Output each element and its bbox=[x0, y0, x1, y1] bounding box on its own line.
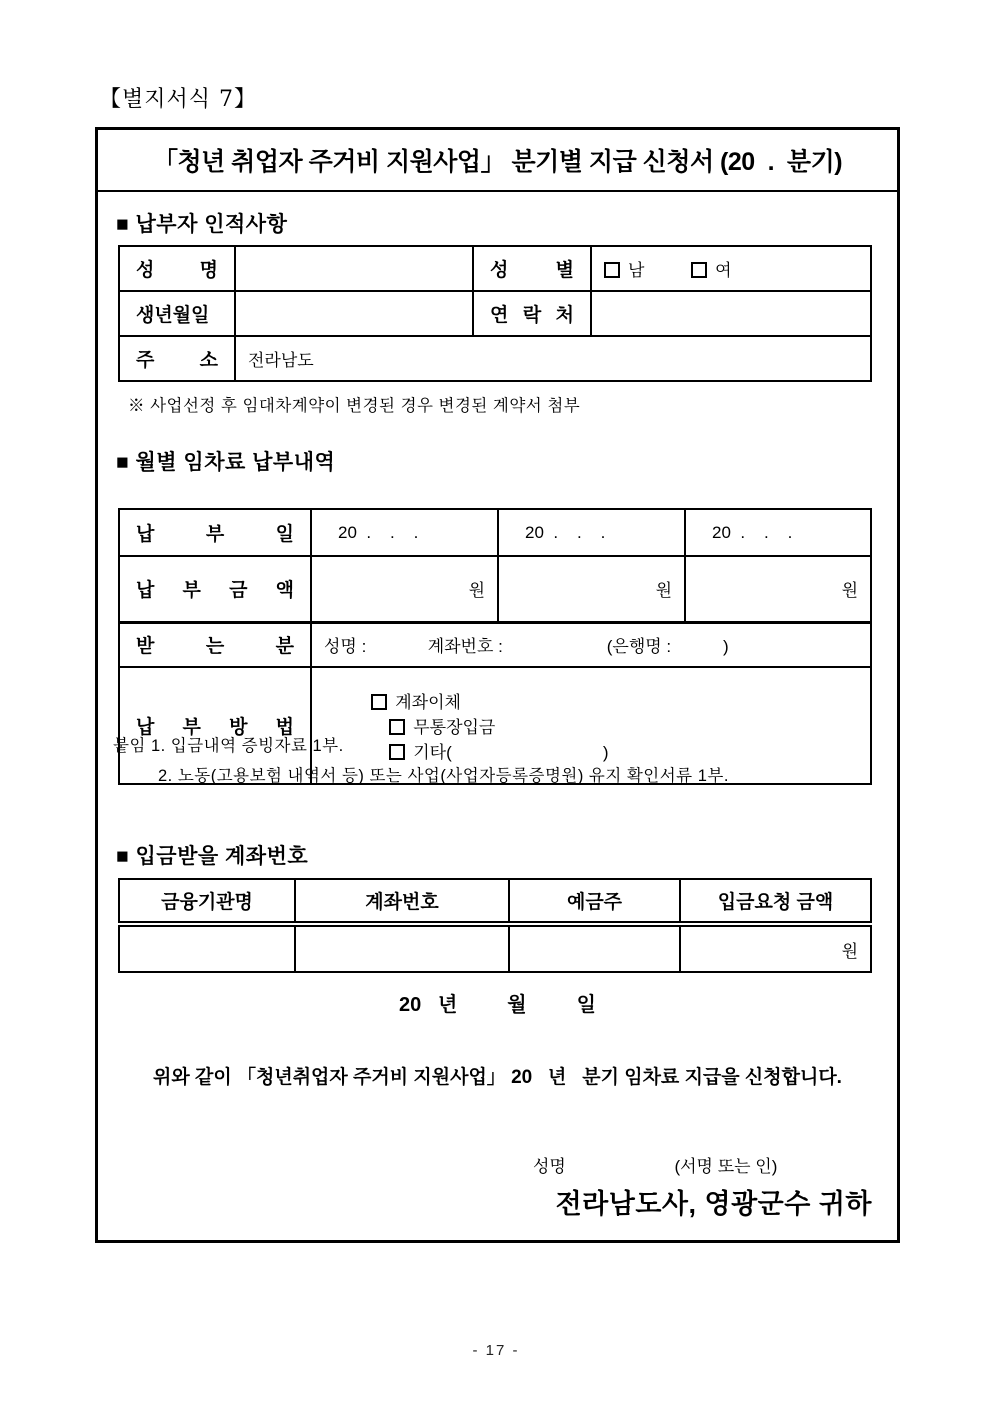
attachment-note-1: 붙임 1. 입금내역 증빙자료 1부. bbox=[113, 737, 344, 755]
birthdate-label-cell: 생년월일 bbox=[119, 291, 235, 336]
checkbox-other-icon bbox=[389, 744, 405, 760]
attachment-note-2: 2. 노동(고용보험 내역서 등) 또는 사업(사업자등록증명원) 유지 확인서류 1부. bbox=[158, 767, 729, 785]
table-row bbox=[119, 556, 871, 622]
table-row bbox=[119, 336, 871, 381]
account-holder-value-cell bbox=[509, 924, 680, 972]
method-bankbook-deposit-label: 무통장입금 bbox=[413, 718, 496, 737]
payment-amount-cell-2: 원 bbox=[498, 556, 685, 622]
section-heading-rent-payments: ■ 월별 임차료 납부내역 bbox=[116, 451, 336, 474]
gender-male-label: 남 bbox=[628, 261, 645, 280]
deposit-account-table bbox=[118, 878, 872, 973]
account-number-header-cell: 계좌번호 bbox=[295, 879, 509, 924]
payment-date-cell-2: 20 . . . bbox=[498, 509, 685, 556]
receiver-value-cell: 성명 : 계좌번호 : (은행명 : ) bbox=[311, 622, 871, 667]
method-other-label: 기타( ) bbox=[413, 743, 609, 762]
contact-value-cell bbox=[591, 291, 871, 336]
payment-date-label-cell: 납 부 일 bbox=[119, 509, 311, 556]
bank-name-header-cell: 금융기관명 bbox=[119, 879, 295, 924]
table-header-row bbox=[119, 879, 871, 924]
bank-name-value-cell bbox=[119, 924, 295, 972]
table-row bbox=[119, 622, 871, 667]
checkbox-female-icon bbox=[691, 262, 707, 278]
date-line: 20 년 월 일 bbox=[399, 994, 596, 1016]
gender-female-label: 여 bbox=[715, 261, 732, 280]
payment-date-cell-1: 20 . . . bbox=[311, 509, 498, 556]
form-border-box bbox=[95, 127, 900, 1243]
table-row bbox=[119, 509, 871, 556]
receiver-label-cell: 받 는 분 bbox=[119, 622, 311, 667]
checkbox-bank-transfer-icon bbox=[371, 694, 387, 710]
method-bank-transfer-label: 계좌이체 bbox=[395, 693, 461, 712]
birthdate-value-cell bbox=[235, 291, 473, 336]
name-label-cell: 성 명 bbox=[119, 246, 235, 291]
payment-amount-cell-1: 원 bbox=[311, 556, 498, 622]
section-heading-payer-info: ■ 납부자 인적사항 bbox=[116, 213, 288, 236]
form-number-label: 【별지서식 7】 bbox=[99, 87, 257, 112]
requested-amount-value-cell: 원 bbox=[680, 924, 871, 972]
signature-line: 성명 (서명 또는 인) bbox=[533, 1157, 778, 1176]
requested-amount-header-cell: 입금요청 금액 bbox=[680, 879, 871, 924]
account-holder-header-cell: 예금주 bbox=[509, 879, 680, 924]
payment-amount-label-cell: 납 부 금 액 bbox=[119, 556, 311, 622]
table-row bbox=[119, 291, 871, 336]
form-title: 「청년 취업자 주거비 지원사업」 분기별 지급 신청서 (20 . 분기) bbox=[98, 130, 897, 192]
contact-label-cell: 연 락 처 bbox=[473, 291, 591, 336]
name-value-cell bbox=[235, 246, 473, 291]
payment-date-cell-3: 20 . . . bbox=[685, 509, 871, 556]
payment-amount-cell-3: 원 bbox=[685, 556, 871, 622]
address-value-cell: 전라남도 bbox=[235, 336, 871, 381]
section-heading-deposit-account: ■ 입금받을 계좌번호 bbox=[116, 845, 309, 868]
checkbox-male-icon bbox=[604, 262, 620, 278]
gender-label-cell: 성 별 bbox=[473, 246, 591, 291]
payer-info-table bbox=[118, 245, 872, 382]
checkbox-bankbook-deposit-icon bbox=[389, 719, 405, 735]
gender-value-cell bbox=[591, 246, 871, 291]
payment-method-label-cell: 납 부 방 법 bbox=[119, 667, 311, 784]
address-label-cell: 주 소 bbox=[119, 336, 235, 381]
table-row bbox=[119, 924, 871, 972]
lease-change-note: ※ 사업선정 후 임대차계약이 변경된 경우 변경된 계약서 첨부 bbox=[128, 397, 581, 415]
page-number: - 17 - bbox=[472, 1342, 520, 1359]
account-number-value-cell bbox=[295, 924, 509, 972]
application-statement: 위와 같이 「청년취업자 주거비 지원사업」 20 년 분기 임차료 지급을 신청합니다. bbox=[153, 1067, 842, 1088]
table-row bbox=[119, 246, 871, 291]
recipient-line: 전라남도사, 영광군수 귀하 bbox=[555, 1189, 872, 1219]
